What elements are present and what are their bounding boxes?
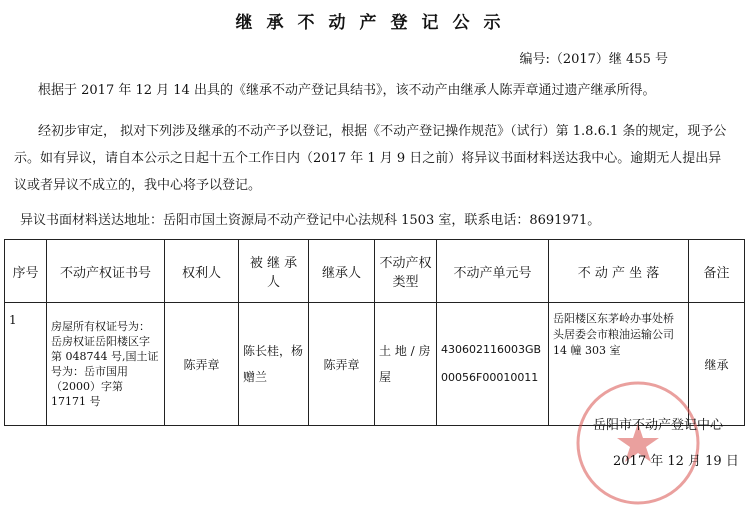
cell-decedent: 陈长桂，杨赠兰 [239,303,309,426]
header-holder: 权利人 [165,240,239,303]
cell-seq: 1 [5,303,47,426]
cell-cert-no: 房屋所有权证号为：岳房权证岳阳楼区字第 048744 号,国土证号为：岳市国用（2000）字第 17171 号 [47,303,165,426]
paragraph-objection-address: 异议书面材料送达地址：岳阳市国土资源局不动产登记中心法规科 1503 室，联系电话：8691971。 [20,213,601,228]
cell-heir: 陈弄章 [309,303,375,426]
cell-right-type: 土 地 / 房屋 [375,303,437,426]
header-decedent: 被 继 承 人 [239,240,309,303]
issue-date: 2017 年 12 月 19 日 [613,454,739,469]
header-cert-no: 不动产权证书号 [47,240,165,303]
header-unit-no: 不动产单元号 [437,240,549,303]
cell-holder: 陈弄章 [165,303,239,426]
table-header-row [5,240,745,303]
header-location: 不 动 产 坐 落 [549,240,689,303]
paragraph-basis: 根据于 2017 年 12 月 14 出具的《继承不动产登记具结书》，该不动产由继承人陈弄章通过遗产继承所得。 [38,83,656,98]
cell-remark: 继承 [689,303,745,426]
cell-unit-no: 430602116003GB00056F00010011 [437,303,549,426]
issuing-organization: 岳阳市不动产登记中心 [593,418,724,433]
header-heir: 继承人 [309,240,375,303]
cell-location: 岳阳楼区东茅岭办事处桥头居委会市粮油运输公司 14 幢 303 室 [549,303,689,426]
document-number: 编号:（2017）继 455 号 [519,52,668,67]
paragraph-notice: 经初步审定， 拟对下列涉及继承的不动产予以登记，根据《不动产登记操作规范》（试行）第 1.8.6.1 条的规定，现予公示。如有异议，请自本公示之日起十五个工作日内（2017 年 1 月 9 日之前）将异议书面材料送达我中心。逾期无人提出异议或者异议不成立的，我中心将予以登记。 [14,124,727,193]
header-remark: 备注 [689,240,745,303]
header-right-type: 不动产权类型 [375,240,437,303]
official-seal-icon [573,378,703,508]
header-seq: 序号 [5,240,47,303]
page-title: 继承不动产登记公示 [235,13,515,33]
